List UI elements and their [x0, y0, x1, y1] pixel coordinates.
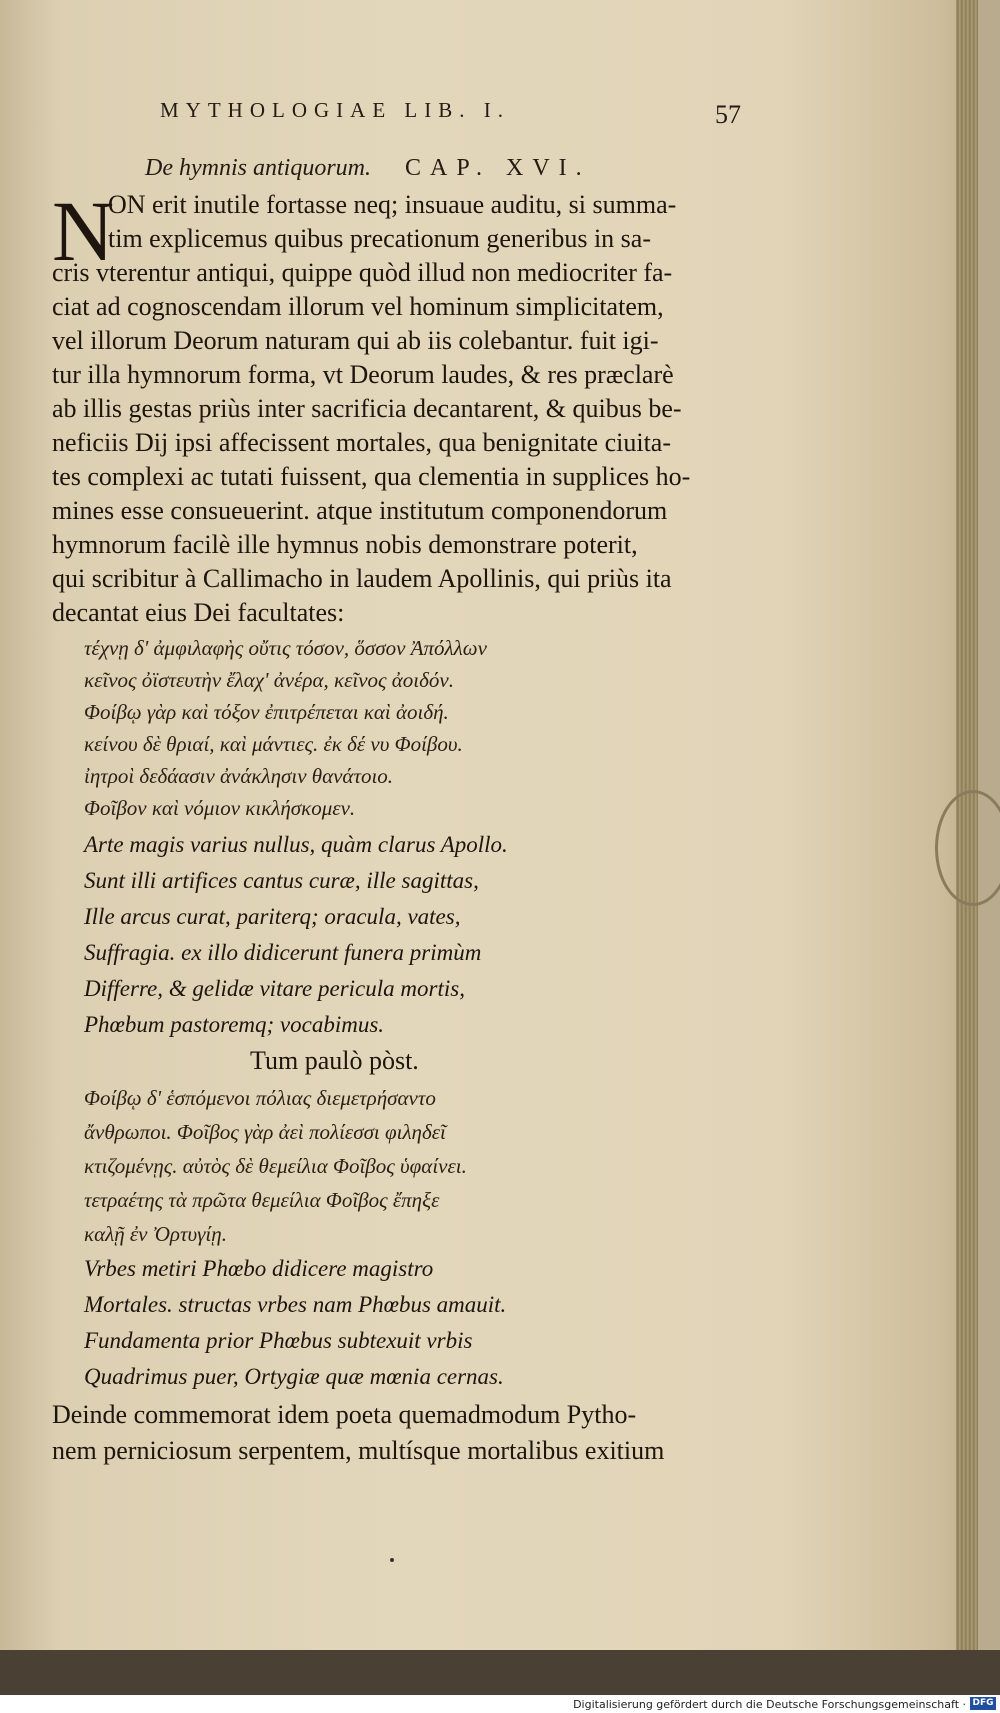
greek-verse-line: τετραέτης τὰ πρῶτα θεμείλια Φοῖβος ἔπηξε: [84, 1188, 440, 1212]
greek-verse-line: Φοίβῳ γὰρ καὶ τόξον ἐπιτρέπεται καὶ ἀοιδή.: [84, 700, 449, 724]
greek-verse-line: ἰητροὶ δεδάασιν ἀνάκλησιν θανάτοιο.: [84, 764, 394, 788]
latin-verse-line: Quadrimus puer, Ortygiæ quæ mœnia cernas.: [84, 1364, 504, 1389]
body-line: tes complexi ac tutati fuissent, qua clementia in supplices ho-: [52, 462, 691, 491]
greek-verse-line: ἄνθρωποι. Φοῖβος γὰρ ἀεὶ πολίεσσι φιληδεῖ: [84, 1120, 446, 1144]
page-number: 57: [715, 100, 741, 129]
dfg-logo: DFG: [970, 1697, 996, 1710]
drop-initial: N: [52, 183, 115, 279]
body-line: decantat eius Dei facultates:: [52, 598, 345, 627]
ink-speck: [390, 1558, 394, 1562]
latin-verse-line: Differre, & gelidæ vitare pericula mortis,: [84, 976, 465, 1001]
verse-transition: Tum paulò pòst.: [250, 1046, 419, 1075]
body-line: ciat ad cognoscendam illorum vel hominum simplicitatem,: [52, 292, 664, 321]
greek-verse-line: Φοῖβον καὶ νόμιον κικλήσκομεν.: [84, 796, 356, 820]
body-line: tim explicemus quibus precationum generibus in sa-: [108, 224, 651, 253]
latin-verse-line: Fundamenta prior Phœbus subtexuit vrbis: [84, 1328, 473, 1353]
body-line: nem perniciosum serpentem, multísque mortalibus exitium: [52, 1436, 665, 1465]
latin-verse-line: Ille arcus curat, pariterq; oracula, vates,: [84, 904, 461, 929]
running-head: MYTHOLOGIAE LIB. I.: [160, 98, 510, 122]
greek-verse-line: καλῇ ἐν Ὀρτυγίῃ.: [84, 1222, 227, 1246]
latin-verse-line: Arte magis varius nullus, quàm clarus Apollo.: [84, 832, 508, 857]
chapter-title: De hymnis antiquorum.: [145, 155, 371, 181]
greek-verse-line: κείνου δὲ θριαί, καὶ μάντιες. ἐκ δέ νυ Φοίβου.: [84, 732, 463, 756]
scan-background: [0, 1650, 1000, 1695]
body-line: mines esse consueuerint. atque institutum componendorum: [52, 496, 668, 525]
greek-verse-line: τέχνῃ δ' ἀμφιλαφὴς οὔτις τόσον, ὅσσον Ἀπόλλων: [84, 636, 487, 660]
latin-verse-line: Sunt illi artifices cantus curæ, ille sagittas,: [84, 868, 479, 893]
latin-verse-line: Mortales. structas vrbes nam Phœbus amauit.: [84, 1292, 507, 1317]
body-line: ON erit inutile fortasse neq; insuaue auditu, si summa-: [108, 190, 677, 219]
greek-verse-line: κεῖνος ὀϊστευτὴν ἔλαχ' ἀνέρα, κεῖνος ἀοιδόν.: [84, 668, 454, 692]
body-line: Deinde commemorat idem poeta quemadmodum Pytho-: [52, 1400, 637, 1429]
body-line: qui scribitur à Callimacho in laudem Apollinis, qui priùs ita: [52, 564, 672, 593]
latin-verse-line: Suffragia. ex illo didicerunt funera primùm: [84, 940, 482, 965]
body-line: vel illorum Deorum naturam qui ab iis colebantur. fuit igi-: [52, 326, 659, 355]
chapter-heading: [145, 155, 591, 182]
body-line: neficiis Dij ipsi affecissent mortales, qua benignitate ciuita-: [52, 428, 671, 457]
chapter-number: CAP. XVI.: [404, 155, 591, 181]
latin-verse-line: Vrbes metiri Phœbo didicere magistro: [84, 1256, 434, 1281]
greek-verse-line: κτιζομένῃς. αὐτὸς δὲ θεμείλια Φοῖβος ὑφαίνει.: [84, 1154, 467, 1178]
greek-verse-line: Φοίβῳ δ' ἑσπόμενοι πόλιας διεμετρήσαντο: [84, 1086, 436, 1110]
body-line: tur illa hymnorum forma, vt Deorum laudes, & res præclarè: [52, 360, 674, 389]
body-line: hymnorum facilè ille hymnus nobis demonstrare poterit,: [52, 530, 638, 559]
body-line: ab illis gestas priùs inter sacrificia decantarent, & quibus be-: [52, 394, 682, 423]
footer-credit: Digitalisierung gefördert durch die Deutsche Forschungsgemeinschaft ·: [573, 1698, 966, 1711]
body-line: cris vterentur antiqui, quippe quòd illud non mediocriter fa-: [52, 258, 673, 287]
latin-verse-line: Phœbum pastoremq; vocabimus.: [84, 1012, 385, 1037]
